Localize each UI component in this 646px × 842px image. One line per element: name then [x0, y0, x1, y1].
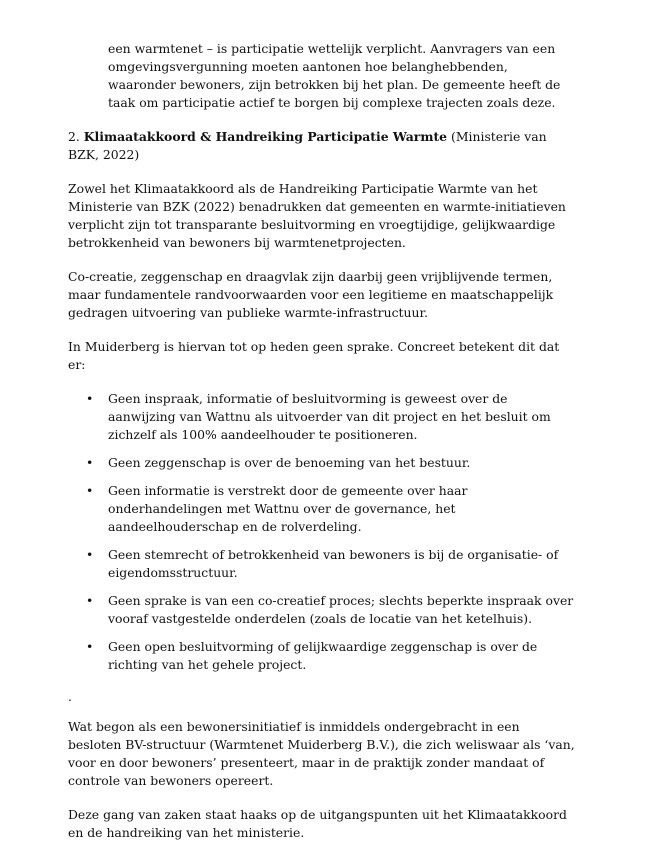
list-item: • Geen zeggenschap is over de benoeming van het bestuur.	[68, 454, 576, 472]
continuation-paragraph: een warmtenet – is participatie wettelijk verplicht. Aanvragers van een omgevingsvergunning moeten aantonen hoe belanghebbenden, waaronder bewoners, zijn betrokken bij het plan. De gemeente heeft de taak om participatie actief te borgen bij complexe trajecten zoals deze.	[108, 41, 561, 110]
stray-dot: .	[68, 689, 72, 704]
section-title: Klimaatakkoord & Handreiking Participatie Warmte	[83, 129, 448, 144]
list-item: • Geen informatie is verstrekt door de gemeente over haar onderhandelingen met Wattnu over de governance, het aandeelhouderschap en de rolverdeling.	[68, 482, 576, 536]
paragraph-bv-structuur: Wat begon als een bewonersinitiatief is inmiddels ondergebracht in een besloten BV-structuur (Warmtenet Muiderberg B.V.), die zich weliswaar als ‘van, voor en door bewoners’ presenteert, maar in de praktijk zonder mandaat of controle van bewoners opereert.	[68, 719, 575, 788]
list-item: • Geen open besluitvorming of gelijkwaardige zeggenschap is over de richting van het gehele project.	[68, 638, 576, 674]
list-item: • Geen stemrecht of betrokkenheid van bewoners is bij de organisatie- of eigendomsstructuur.	[68, 546, 576, 582]
section-heading	[68, 128, 576, 164]
section-number: 2.	[68, 129, 80, 144]
bullet-list	[68, 390, 576, 674]
paragraph-cocreatie: Co-creatie, zeggenschap en draagvlak zijn daarbij geen vrijblijvende termen, maar fundamentele randvoorwaarden voor een legitieme en maatschappelijk gedragen uitvoering van publieke warmte-infrastructuur.	[68, 269, 554, 320]
paragraph-conclusion: Deze gang van zaken staat haaks op de uitgangspunten uit het Klimaatakkoord en de handreiking van het ministerie.	[68, 807, 567, 840]
list-item: • Geen sprake is van een co-creatief proces; slechts beperkte inspraak over vooraf vastgestelde onderdelen (zoals de locatie van het ketelhuis).	[68, 592, 576, 628]
list-item: • Geen inspraak, informatie of besluitvorming is geweest over de aanwijzing van Wattnu als uitvoerder van dit project en het besluit om zichzelf als 100% aandeelhouder te positioneren.	[68, 390, 576, 444]
paragraph-muiderberg: In Muiderberg is hiervan tot op heden geen sprake. Concreet betekent dit dat er:	[68, 339, 560, 372]
section-source: (Ministerie van BZK, 2022)	[68, 129, 547, 162]
paragraph-intro: Zowel het Klimaatakkoord als de Handreiking Participatie Warmte van het Ministerie van BZK (2022) benadrukken dat gemeenten en warmte-initiatieven verplicht zijn tot transparante besluitvorming en vroegtijdige, gelijkwaardige betrokkenheid van bewoners bij warmtenetprojecten.	[68, 181, 566, 250]
